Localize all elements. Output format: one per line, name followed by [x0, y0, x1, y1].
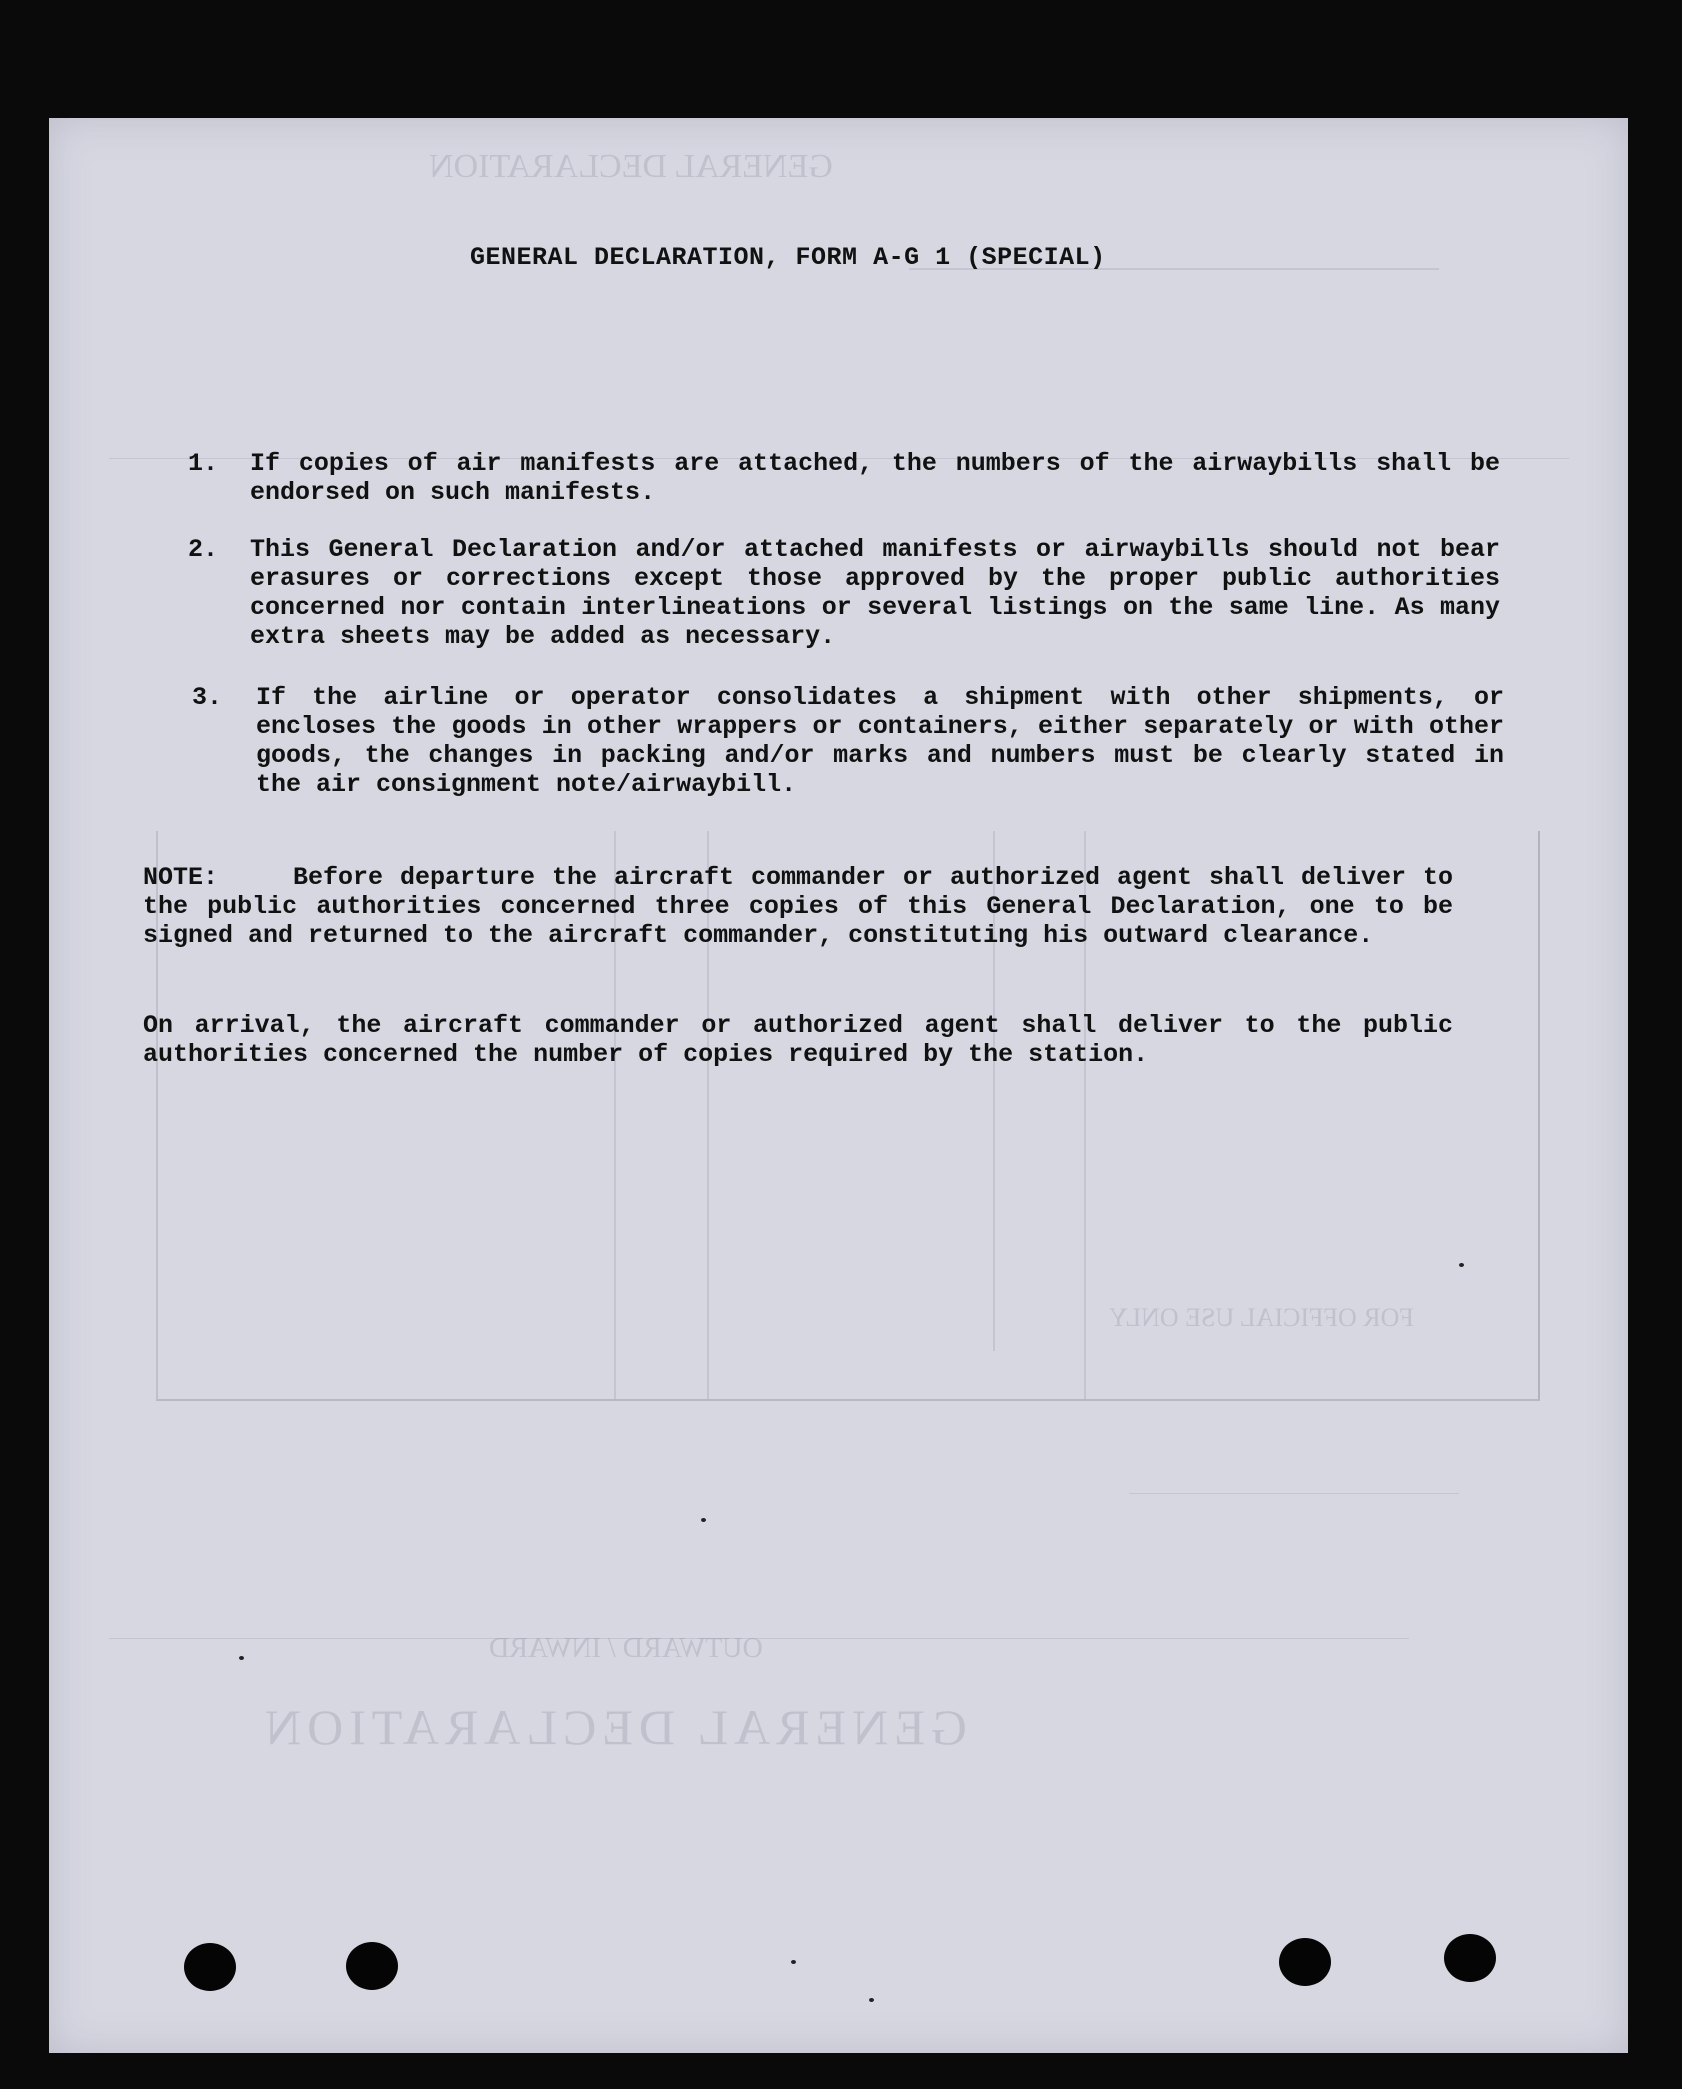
bleed-through-heading: GENERAL DECLARATION — [429, 148, 833, 185]
bleed-through-heading: OUTWARD / INWARD — [489, 1633, 763, 1664]
item-number: 1. — [188, 449, 219, 478]
document-title: GENERAL DECLARATION, FORM A-G 1 (SPECIAL) — [470, 243, 1106, 272]
bleed-through-rule — [1129, 1493, 1459, 1494]
note-text: Before departure the aircraft commander or authorized agent shall deliver to the public authorities concerned three copies of this General Declaration, one to be signed and returned to the aircraft commander, constituting his outward clearance. — [143, 863, 1453, 950]
punch-hole — [346, 1942, 398, 1990]
paper-speck — [869, 1998, 874, 2002]
punch-hole — [1444, 1934, 1496, 1982]
paper-speck — [701, 1518, 706, 1522]
paper-speck — [239, 1656, 244, 1660]
paper-speck — [1459, 1263, 1464, 1267]
punch-hole — [184, 1943, 236, 1991]
item-number: 3. — [192, 683, 223, 712]
item-number: 2. — [188, 535, 219, 564]
item-text: If the airline or operator consolidates a shipment with other shipments, or encloses the goods in other wrappers or containers, either separately or with other goods, the changes in packing and/or marks and numbers must be clearly stated in the air consignment note/airwaybill. — [256, 683, 1504, 799]
note-label: NOTE: — [143, 863, 219, 892]
item-text: This General Declaration and/or attached manifests or airwaybills should not bear erasures or corrections except those approved by the proper public authorities concerned nor contain interlineations or several listings on the same line. As many extra sheets may be added as necessary. — [250, 535, 1500, 651]
punch-hole — [1279, 1938, 1331, 1986]
note-paragraph — [143, 863, 1453, 950]
document-page — [49, 118, 1628, 2053]
bleed-through-heading: FOR OFFICIAL USE ONLY — [1109, 1303, 1414, 1332]
paper-speck — [791, 1960, 796, 1964]
item-text: If copies of air manifests are attached, the numbers of the airwaybills shall be endorsed on such manifests. — [250, 449, 1500, 507]
arrival-paragraph: On arrival, the aircraft commander or authorized agent shall deliver to the public authorities concerned the number of copies required by the station. — [143, 1011, 1453, 1069]
bleed-through-heading: GENERAL DECLARATION — [259, 1699, 967, 1755]
